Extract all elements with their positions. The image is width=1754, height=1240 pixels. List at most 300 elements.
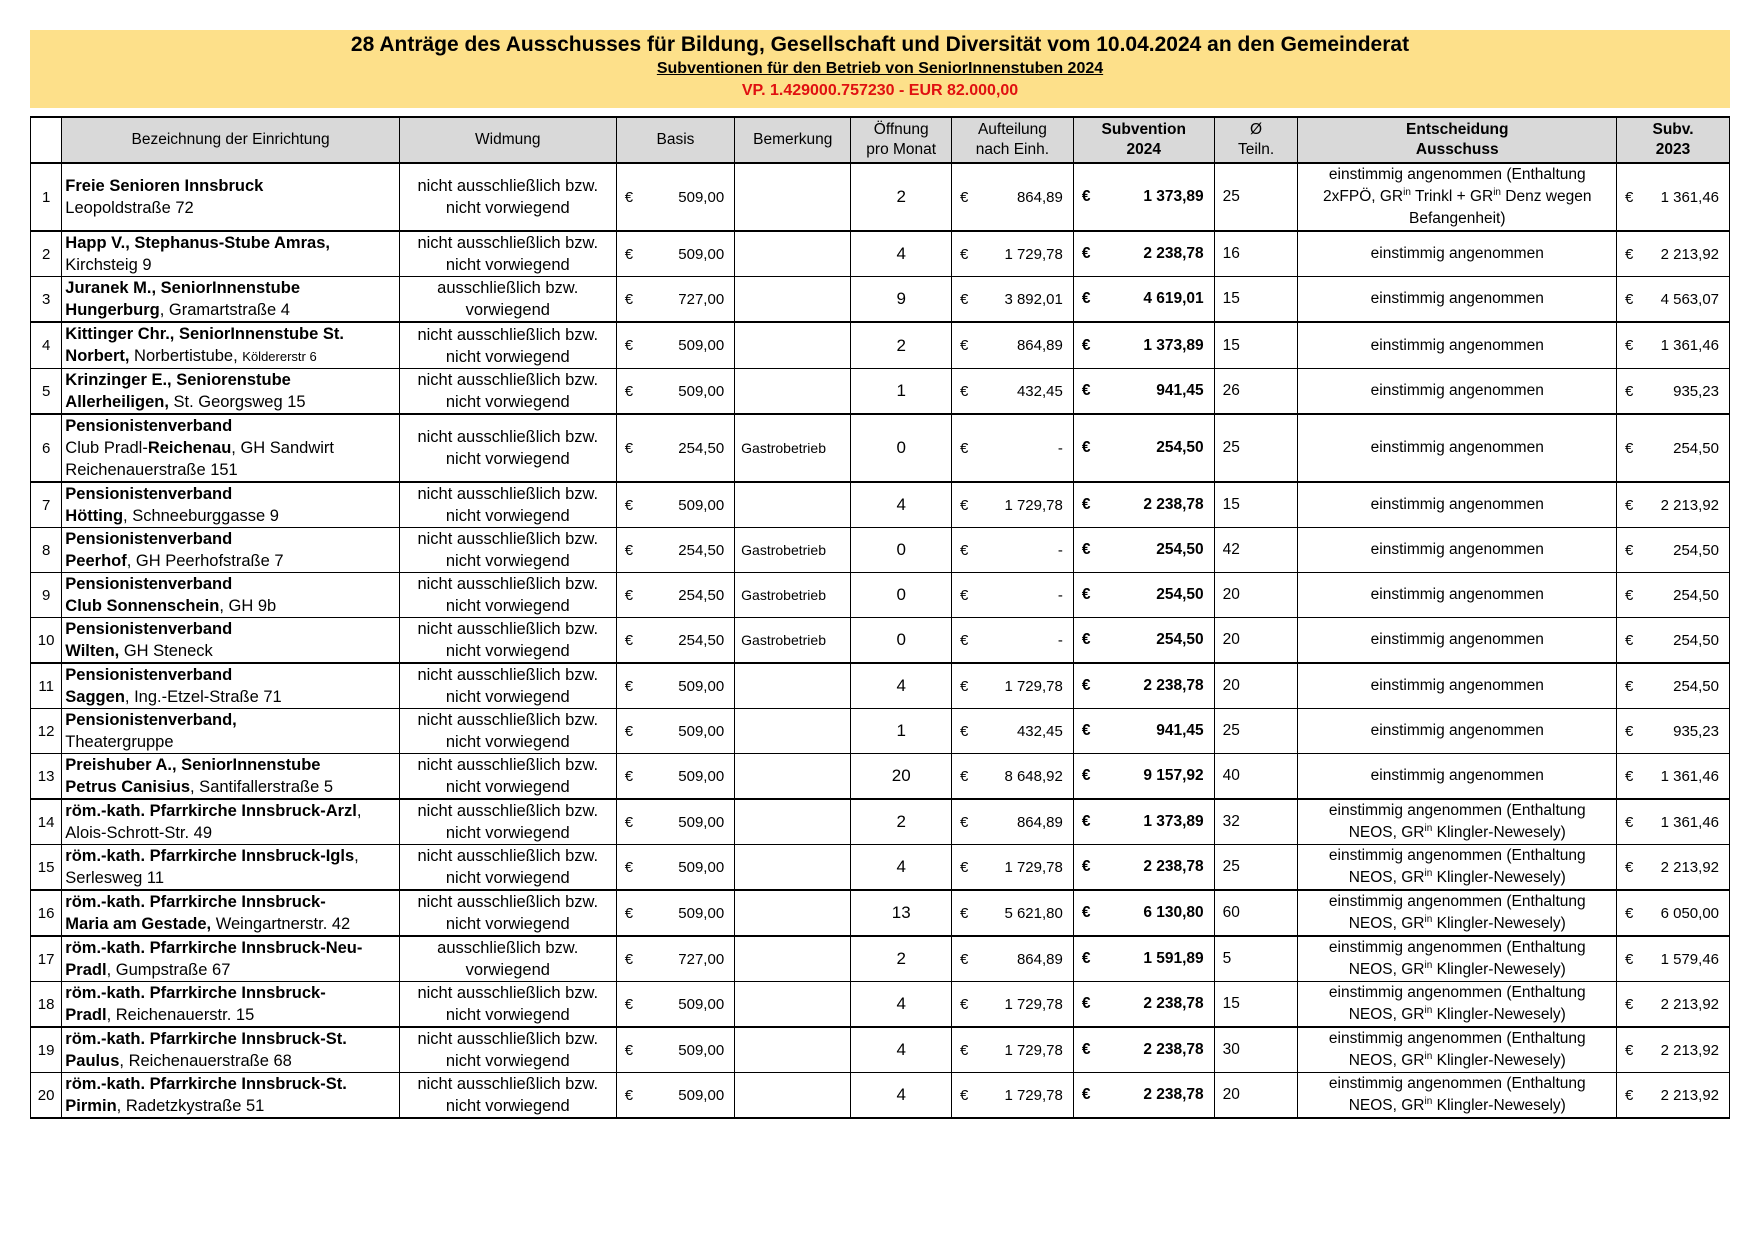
subv-2023-amount: € 1 579,46 <box>1625 950 1719 968</box>
basis-cell <box>616 277 734 323</box>
basis-amount: € 509,00 <box>624 337 725 354</box>
aufteilung-amount: € 1 729,78 <box>960 245 1063 263</box>
basis-cell <box>616 414 734 482</box>
oeffnung-cell: 2 <box>851 322 952 369</box>
entscheidung-cell: einstimmig angenommen (Enthaltung NEOS, $GR^{in}$ Klingler-Newesely) <box>1298 845 1617 891</box>
oeffnung-cell: 0 <box>851 528 952 573</box>
euro-sign: € <box>624 722 634 740</box>
aufteilung-cell <box>952 936 1074 982</box>
subvention-2024-amount: € 6 130,80 <box>1081 904 1204 921</box>
facility-location: Wilten, <box>65 642 120 660</box>
entscheidung-cell: einstimmig angenommen <box>1298 277 1617 323</box>
row-number: 12 <box>31 709 62 754</box>
subvention-2024-cell <box>1073 1027 1214 1073</box>
basis-amount: € 509,00 <box>624 767 725 785</box>
table-row <box>31 163 1730 231</box>
subv-2023-amount: € 254,50 <box>1625 439 1719 457</box>
row-number: 1 <box>31 163 62 231</box>
euro-sign: € <box>624 904 634 922</box>
euro-sign: € <box>624 813 634 831</box>
aufteilung-cell <box>952 982 1074 1028</box>
entscheidung-cell: einstimmig angenommen (Enthaltung NEOS, $GR^{in}$ Klingler-Newesely) <box>1298 890 1617 936</box>
euro-sign: € <box>960 767 969 785</box>
oeffnung-cell: 2 <box>851 799 952 845</box>
subv-2023-amount: € 1 361,46 <box>1625 337 1719 354</box>
subv-2023-amount: € 254,50 <box>1625 677 1719 695</box>
facility-address: Kirchsteig 9 <box>65 256 152 274</box>
aufteilung-cell <box>952 845 1074 891</box>
entscheidung-cell: einstimmig angenommen <box>1298 231 1617 277</box>
widmung-cell: nicht ausschließlich bzw. nicht vorwiegend <box>399 618 616 664</box>
euro-sign: € <box>624 541 634 559</box>
bemerkung-cell <box>735 482 851 528</box>
facility-name: Preishuber A., SeniorInnenstube <box>65 756 321 774</box>
basis-cell <box>616 936 734 982</box>
subvention-2024-amount: € 2 238,78 <box>1081 496 1204 513</box>
subv-2023-amount: € 2 213,92 <box>1625 1041 1719 1059</box>
subvention-2024-amount: € 2 238,78 <box>1081 995 1204 1012</box>
oeffnung-cell: 2 <box>851 163 952 231</box>
aufteilung-cell <box>952 1073 1074 1119</box>
subv-2023-cell <box>1617 709 1730 754</box>
euro-sign: € <box>1081 904 1091 921</box>
facility-name: Pensionistenverband <box>65 666 233 684</box>
euro-sign: € <box>624 496 634 514</box>
euro-sign: € <box>1081 950 1091 967</box>
table-row <box>31 754 1730 800</box>
widmung-cell: nicht ausschließlich bzw. nicht vorwiegend <box>399 890 616 936</box>
bemerkung-cell <box>735 799 851 845</box>
euro-sign: € <box>624 382 634 400</box>
document-subtitle: Subventionen für den Betrieb von SeniorInnenstuben 2024 <box>656 60 1104 77</box>
facility-name: Pensionistenverband <box>65 530 233 548</box>
oeffnung-cell: 13 <box>851 890 952 936</box>
entscheidung-cell: einstimmig angenommen (Enthaltung NEOS, $GR^{in}$ Klingler-Newesely) <box>1298 936 1617 982</box>
col-header-aufteilung: Aufteilung nach Einh. <box>952 117 1074 163</box>
oeffnung-cell: 0 <box>851 618 952 664</box>
subv-2023-cell <box>1617 414 1730 482</box>
facility-name: Krinzinger E., Seniorenstube <box>65 371 291 389</box>
widmung-cell: nicht ausschließlich bzw. nicht vorwiegend <box>399 482 616 528</box>
teilnehmer-cell: 20 <box>1214 618 1298 664</box>
euro-sign: € <box>1625 950 1634 968</box>
euro-sign: € <box>1625 245 1634 263</box>
euro-sign: € <box>1625 496 1634 514</box>
basis-amount: € 509,00 <box>624 677 725 695</box>
entscheidung-cell: einstimmig angenommen <box>1298 482 1617 528</box>
subvention-2024-cell <box>1073 936 1214 982</box>
table-row <box>31 936 1730 982</box>
subv-2023-amount: € 935,23 <box>1625 382 1719 400</box>
facility-name: Happ V., Stephanus-Stube Amras, <box>65 234 330 252</box>
facility-cell <box>62 482 400 528</box>
euro-sign: € <box>1625 586 1634 604</box>
facility-cell <box>62 936 400 982</box>
document-title: 28 Anträge des Ausschusses für Bildung, Gesellschaft und Diversität vom 10.04.2024 an den Gemeinderat <box>350 33 1410 56</box>
basis-amount: € 254,50 <box>624 586 725 604</box>
teilnehmer-cell: 42 <box>1214 528 1298 573</box>
col-header-widmung: Widmung <box>399 117 616 163</box>
facility-name: Kittinger Chr., SeniorInnenstube St. <box>65 325 344 343</box>
table-header-row <box>31 117 1730 163</box>
entscheidung-cell: einstimmig angenommen <box>1298 663 1617 709</box>
euro-sign: € <box>1625 677 1634 695</box>
facility-address: , Santifallerstraße 5 <box>190 778 334 796</box>
facility-cell <box>62 1027 400 1073</box>
aufteilung-amount: € 864,89 <box>960 337 1063 354</box>
widmung-cell: ausschließlich bzw. vorwiegend <box>399 277 616 323</box>
basis-amount: € 509,00 <box>624 995 725 1013</box>
subvention-2024-cell <box>1073 982 1214 1028</box>
facility-cell: röm.-kath. Pfarrkirche Innsbruck-Arzl, Alois-Schrott-Str. 49 <box>62 799 400 845</box>
facility-cell <box>62 890 400 936</box>
aufteilung-cell <box>952 663 1074 709</box>
table-row <box>31 528 1730 573</box>
teilnehmer-cell: 40 <box>1214 754 1298 800</box>
facility-location: Pradl <box>65 961 107 979</box>
subv-2023-amount: € 1 361,46 <box>1625 813 1719 831</box>
table-row <box>31 709 1730 754</box>
entscheidung-cell: einstimmig angenommen (Enthaltung 2xFPÖ, $GR^{in}$ Trinkl + $GR^{in}$ Denz wegen Befangenheit) <box>1298 163 1617 231</box>
subvention-2024-cell <box>1073 482 1214 528</box>
basis-amount: € 254,50 <box>624 631 725 649</box>
aufteilung-cell <box>952 322 1074 369</box>
facility-cell <box>62 1073 400 1119</box>
aufteilung-cell <box>952 231 1074 277</box>
bemerkung-cell <box>735 1073 851 1119</box>
bemerkung-cell <box>735 890 851 936</box>
teilnehmer-cell: 5 <box>1214 936 1298 982</box>
subvention-2024-amount: € 254,50 <box>1081 541 1204 558</box>
row-number: 7 <box>31 482 62 528</box>
teilnehmer-cell: 20 <box>1214 1073 1298 1119</box>
basis-amount: € 509,00 <box>624 813 725 831</box>
subv-2023-cell <box>1617 982 1730 1028</box>
facility-address: St. Georgsweg 15 <box>168 393 306 411</box>
facility-location: Hötting <box>65 507 124 525</box>
subv-2023-cell <box>1617 845 1730 891</box>
aufteilung-amount: € 432,45 <box>960 382 1063 400</box>
subv-2023-amount: € 2 213,92 <box>1625 995 1719 1013</box>
col-header-entscheidung: Entscheidung Ausschuss <box>1298 117 1617 163</box>
euro-sign: € <box>960 722 969 740</box>
euro-sign: € <box>1081 496 1091 513</box>
teilnehmer-cell: 32 <box>1214 799 1298 845</box>
facility-name: röm.-kath. Pfarrkirche Innsbruck-St. <box>65 1075 347 1093</box>
facility-address: , Gramartstraße 4 <box>159 301 290 319</box>
col-header-basis: Basis <box>616 117 734 163</box>
facility-cell <box>62 528 400 573</box>
facility-location: Hungerburg <box>65 301 160 319</box>
aufteilung-amount: € - <box>960 586 1063 604</box>
subvention-2024-cell <box>1073 845 1214 891</box>
budget-line: VP. 1.429000.757230 - EUR 82.000,00 <box>741 82 1019 99</box>
row-number: 11 <box>31 663 62 709</box>
bemerkung-cell <box>735 663 851 709</box>
subv-2023-cell <box>1617 163 1730 231</box>
entscheidung-cell: einstimmig angenommen <box>1298 709 1617 754</box>
subvention-2024-amount: € 1 373,89 <box>1081 336 1204 354</box>
table-row <box>31 482 1730 528</box>
euro-sign: € <box>1081 290 1091 307</box>
teilnehmer-cell: 15 <box>1214 322 1298 369</box>
widmung-cell: nicht ausschließlich bzw. nicht vorwiegend <box>399 369 616 415</box>
facility-location: Paulus <box>65 1052 120 1070</box>
facility-address: Theatergruppe <box>65 733 174 751</box>
aufteilung-cell <box>952 709 1074 754</box>
euro-sign: € <box>624 767 634 785</box>
euro-sign: € <box>1081 586 1091 603</box>
euro-sign: € <box>624 245 634 263</box>
aufteilung-cell <box>952 163 1074 231</box>
subvention-2024-amount: € 2 238,78 <box>1081 1086 1204 1103</box>
euro-sign: € <box>960 439 969 457</box>
subv-2023-cell <box>1617 936 1730 982</box>
facility-name: röm.-kath. Pfarrkirche Innsbruck- <box>65 984 326 1002</box>
euro-sign: € <box>960 1041 969 1059</box>
subvention-2024-amount: € 941,45 <box>1081 722 1204 739</box>
teilnehmer-cell: 25 <box>1214 709 1298 754</box>
basis-amount: € 509,00 <box>624 1086 725 1104</box>
subvention-2024-cell <box>1073 1073 1214 1119</box>
oeffnung-cell: 1 <box>851 369 952 415</box>
widmung-cell: nicht ausschließlich bzw. nicht vorwiegend <box>399 663 616 709</box>
table-row <box>31 982 1730 1028</box>
facility-cell: Pensionistenverband Club Pradl-Reichenau, GH Sandwirt Reichenauerstraße 151 <box>62 414 400 482</box>
aufteilung-amount: € - <box>960 439 1063 457</box>
subvention-2024-cell <box>1073 663 1214 709</box>
aufteilung-cell <box>952 277 1074 323</box>
subv-2023-amount: € 4 563,07 <box>1625 290 1719 308</box>
entscheidung-cell: einstimmig angenommen <box>1298 618 1617 664</box>
aufteilung-cell <box>952 618 1074 664</box>
facility-location: Petrus Canisius <box>65 778 191 796</box>
facility-address: , GH Sandwirt <box>231 439 334 457</box>
euro-sign: € <box>1081 188 1091 205</box>
facility-name: röm.-kath. Pfarrkirche Innsbruck-Arzl <box>65 802 357 820</box>
aufteilung-amount: € - <box>960 631 1063 649</box>
entscheidung-cell: einstimmig angenommen <box>1298 528 1617 573</box>
basis-amount: € 509,00 <box>624 722 725 740</box>
facility-name: Pensionistenverband <box>65 575 233 593</box>
oeffnung-cell: 20 <box>851 754 952 800</box>
subvention-2024-cell <box>1073 890 1214 936</box>
basis-cell <box>616 754 734 800</box>
oeffnung-cell: 2 <box>851 936 952 982</box>
aufteilung-amount: € 1 729,78 <box>960 1086 1063 1104</box>
euro-sign: € <box>624 858 634 876</box>
entscheidung-cell: einstimmig angenommen <box>1298 369 1617 415</box>
facility-cell <box>62 754 400 800</box>
aufteilung-cell <box>952 799 1074 845</box>
aufteilung-cell <box>952 890 1074 936</box>
subsidy-table <box>30 116 1730 1119</box>
euro-sign: € <box>1081 767 1091 784</box>
row-number: 6 <box>31 414 62 482</box>
subv-2023-amount: € 254,50 <box>1625 541 1719 559</box>
entscheidung-cell: einstimmig angenommen (Enthaltung NEOS, $GR^{in}$ Klingler-Newesely) <box>1298 982 1617 1028</box>
facility-cell <box>62 231 400 277</box>
basis-amount: € 727,00 <box>624 290 725 308</box>
bemerkung-cell <box>735 709 851 754</box>
euro-sign: € <box>624 337 634 354</box>
row-number: 15 <box>31 845 62 891</box>
teilnehmer-cell: 15 <box>1214 277 1298 323</box>
euro-sign: € <box>1081 858 1091 875</box>
row-number: 18 <box>31 982 62 1028</box>
subvention-2024-amount: € 9 157,92 <box>1081 767 1204 784</box>
subvention-2024-cell <box>1073 709 1214 754</box>
oeffnung-cell: 4 <box>851 482 952 528</box>
facility-address: , Schneeburggasse 9 <box>123 507 279 525</box>
col-header-nr <box>31 117 62 163</box>
euro-sign: € <box>960 245 969 263</box>
euro-sign: € <box>960 290 969 308</box>
table-row <box>31 1027 1730 1073</box>
basis-cell <box>616 1073 734 1119</box>
widmung-cell: nicht ausschließlich bzw. nicht vorwiegend <box>399 528 616 573</box>
row-number: 16 <box>31 890 62 936</box>
basis-cell <box>616 482 734 528</box>
aufteilung-cell <box>952 754 1074 800</box>
teilnehmer-cell: 25 <box>1214 414 1298 482</box>
facility-address: , Reichenauerstraße 68 <box>119 1052 292 1070</box>
euro-sign: € <box>1081 722 1091 739</box>
facility-cell <box>62 369 400 415</box>
aufteilung-amount: € 5 621,80 <box>960 904 1063 922</box>
entscheidung-cell: einstimmig angenommen (Enthaltung NEOS, $GR^{in}$ Klingler-Newesely) <box>1298 799 1617 845</box>
euro-sign: € <box>960 858 969 876</box>
row-number: 5 <box>31 369 62 415</box>
facility-cell: röm.-kath. Pfarrkirche Innsbruck-Igls, Serlesweg 11 <box>62 845 400 891</box>
subvention-2024-cell <box>1073 754 1214 800</box>
facility-location: Saggen <box>65 688 125 706</box>
aufteilung-amount: € 432,45 <box>960 722 1063 740</box>
subvention-2024-amount: € 1 373,89 <box>1081 188 1204 205</box>
facility-name: röm.-kath. Pfarrkirche Innsbruck-Neu- <box>65 939 363 957</box>
facility-cell <box>62 163 400 231</box>
table-row <box>31 890 1730 936</box>
oeffnung-cell: 4 <box>851 982 952 1028</box>
facility-address: , GH Peerhofstraße 7 <box>126 552 284 570</box>
aufteilung-amount: € 864,89 <box>960 188 1063 206</box>
widmung-cell: nicht ausschließlich bzw. nicht vorwiegend <box>399 1073 616 1119</box>
basis-amount: € 509,00 <box>624 858 725 876</box>
widmung-cell: nicht ausschließlich bzw. nicht vorwiegend <box>399 754 616 800</box>
subv-2023-amount: € 2 213,92 <box>1625 1086 1719 1104</box>
table-row <box>31 369 1730 415</box>
teilnehmer-cell: 30 <box>1214 1027 1298 1073</box>
row-number: 3 <box>31 277 62 323</box>
euro-sign: € <box>1625 767 1634 785</box>
widmung-cell: nicht ausschließlich bzw. nicht vorwiegend <box>399 322 616 369</box>
euro-sign: € <box>624 1086 634 1104</box>
basis-amount: € 727,00 <box>624 950 725 968</box>
euro-sign: € <box>1625 858 1634 876</box>
entscheidung-cell: einstimmig angenommen <box>1298 414 1617 482</box>
subvention-2024-amount: € 254,50 <box>1081 631 1204 648</box>
bemerkung-cell: Gastrobetrieb <box>735 528 851 573</box>
oeffnung-cell: 1 <box>851 709 952 754</box>
basis-amount: € 509,00 <box>624 1041 725 1059</box>
aufteilung-cell <box>952 482 1074 528</box>
facility-address: Norbertistube, <box>129 347 243 365</box>
euro-sign: € <box>1081 631 1091 648</box>
subvention-2024-cell <box>1073 277 1214 323</box>
row-number: 10 <box>31 618 62 664</box>
euro-sign: € <box>624 1041 634 1059</box>
bemerkung-cell <box>735 369 851 415</box>
facility-name: Freie Senioren Innsbruck <box>65 177 264 195</box>
aufteilung-cell <box>952 369 1074 415</box>
euro-sign: € <box>960 677 969 695</box>
euro-sign: € <box>1625 541 1634 559</box>
teilnehmer-cell: 20 <box>1214 663 1298 709</box>
basis-amount: € 254,50 <box>624 439 725 457</box>
facility-name: Pensionistenverband <box>65 417 233 435</box>
subv-2023-cell <box>1617 231 1730 277</box>
teilnehmer-cell: 15 <box>1214 982 1298 1028</box>
euro-sign: € <box>1625 1041 1634 1059</box>
euro-sign: € <box>1625 722 1634 740</box>
oeffnung-cell: 0 <box>851 414 952 482</box>
col-header-bemerkung: Bemerkung <box>735 117 851 163</box>
aufteilung-amount: € 3 892,01 <box>960 290 1063 308</box>
teilnehmer-cell: 16 <box>1214 231 1298 277</box>
aufteilung-amount: € 1 729,78 <box>960 677 1063 695</box>
row-number: 14 <box>31 799 62 845</box>
subvention-2024-cell <box>1073 369 1214 415</box>
teilnehmer-cell: 26 <box>1214 369 1298 415</box>
table-row <box>31 322 1730 369</box>
facility-address: , GH 9b <box>219 597 277 615</box>
facility-location: Pirmin <box>65 1097 117 1115</box>
euro-sign: € <box>1625 382 1634 400</box>
entscheidung-cell: einstimmig angenommen <box>1298 322 1617 369</box>
subvention-2024-cell <box>1073 231 1214 277</box>
subvention-2024-amount: € 2 238,78 <box>1081 1041 1204 1058</box>
facility-address: Weingartnerstr. 42 <box>211 915 351 933</box>
subvention-2024-amount: € 941,45 <box>1081 382 1204 399</box>
subvention-2024-cell <box>1073 573 1214 618</box>
subv-2023-cell <box>1617 528 1730 573</box>
subv-2023-cell <box>1617 799 1730 845</box>
bemerkung-cell <box>735 845 851 891</box>
table-row <box>31 663 1730 709</box>
facility-cell <box>62 709 400 754</box>
aufteilung-amount: € 1 729,78 <box>960 496 1063 514</box>
euro-sign: € <box>960 496 969 514</box>
euro-sign: € <box>1625 904 1634 922</box>
basis-cell <box>616 663 734 709</box>
subv-2023-cell <box>1617 322 1730 369</box>
facility-name: Pensionistenverband <box>65 620 233 638</box>
subv-2023-amount: € 1 361,46 <box>1625 767 1719 785</box>
row-number: 8 <box>31 528 62 573</box>
bemerkung-cell <box>735 163 851 231</box>
euro-sign: € <box>1081 813 1091 830</box>
basis-amount: € 254,50 <box>624 541 725 559</box>
entscheidung-cell: einstimmig angenommen <box>1298 573 1617 618</box>
subvention-2024-amount: € 4 619,01 <box>1081 290 1204 307</box>
euro-sign: € <box>624 290 634 308</box>
subv-2023-cell <box>1617 277 1730 323</box>
aufteilung-amount: € 8 648,92 <box>960 767 1063 785</box>
oeffnung-cell: 4 <box>851 1027 952 1073</box>
euro-sign: € <box>624 631 634 649</box>
subv-2023-cell <box>1617 754 1730 800</box>
col-header-subv-2023: Subv. 2023 <box>1617 117 1730 163</box>
